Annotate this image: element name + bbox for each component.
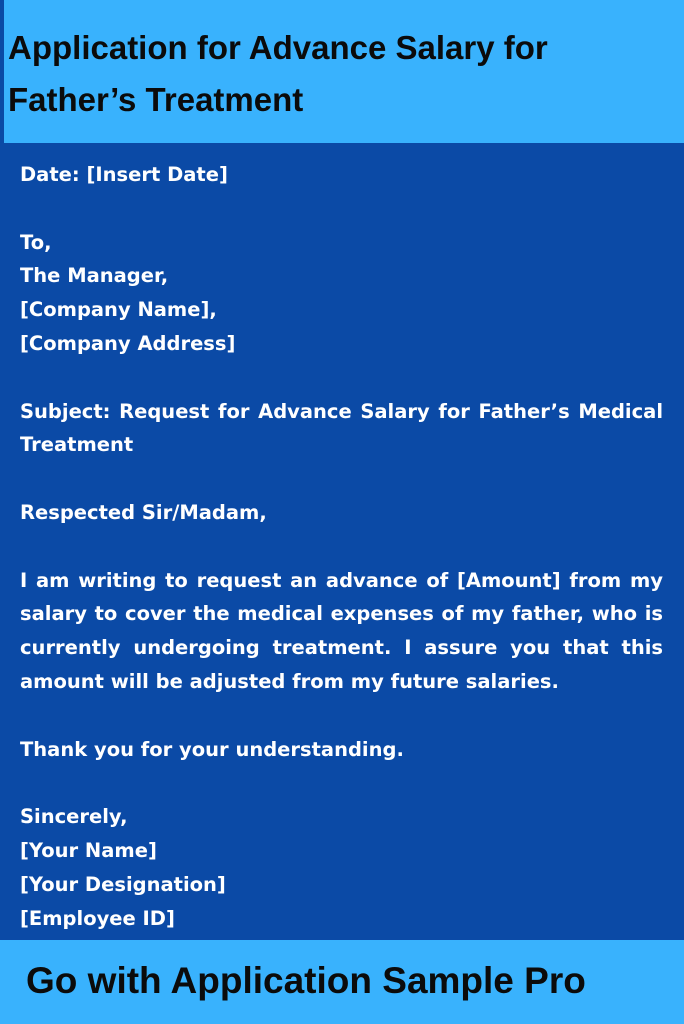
date-line: Date: [Insert Date] <box>20 163 228 186</box>
signer-employee-id: [Employee ID] <box>20 906 175 930</box>
date-block <box>20 158 663 192</box>
recipient-to: To, <box>20 230 52 254</box>
subject-line: Subject: Request for Advance Salary for Father’s Medical Treatment <box>20 399 663 457</box>
thanks-line: Thank you for your understanding. <box>20 737 404 761</box>
letter-panel <box>0 143 684 940</box>
recipient-company-address: [Company Address] <box>20 331 236 355</box>
title-banner <box>0 0 684 143</box>
page-title: Application for Advance Salary for Father’s Treatment <box>8 29 548 118</box>
footer-banner <box>0 940 684 1024</box>
recipient-company-name: [Company Name], <box>20 298 217 322</box>
recipient-position: The Manager, <box>20 264 169 288</box>
body-paragraph: I am writing to request an advance of [Amount] from my salary to cover the medical expenses of my father, who is currently undergoing treatment. I assure you that this amount will be adjusted from my future salaries. <box>20 568 663 693</box>
letter-body <box>20 158 663 935</box>
footer-text: Go with Application Sample Pro <box>26 960 586 1001</box>
thanks-block <box>20 733 663 767</box>
recipient-block <box>20 226 663 361</box>
salutation-block <box>20 496 663 530</box>
salutation: Respected Sir/Madam, <box>20 500 267 524</box>
signer-designation: [Your Designation] <box>20 872 226 896</box>
closing-block <box>20 800 663 935</box>
sign-off: Sincerely, <box>20 805 128 829</box>
signer-name: [Your Name] <box>20 838 157 862</box>
